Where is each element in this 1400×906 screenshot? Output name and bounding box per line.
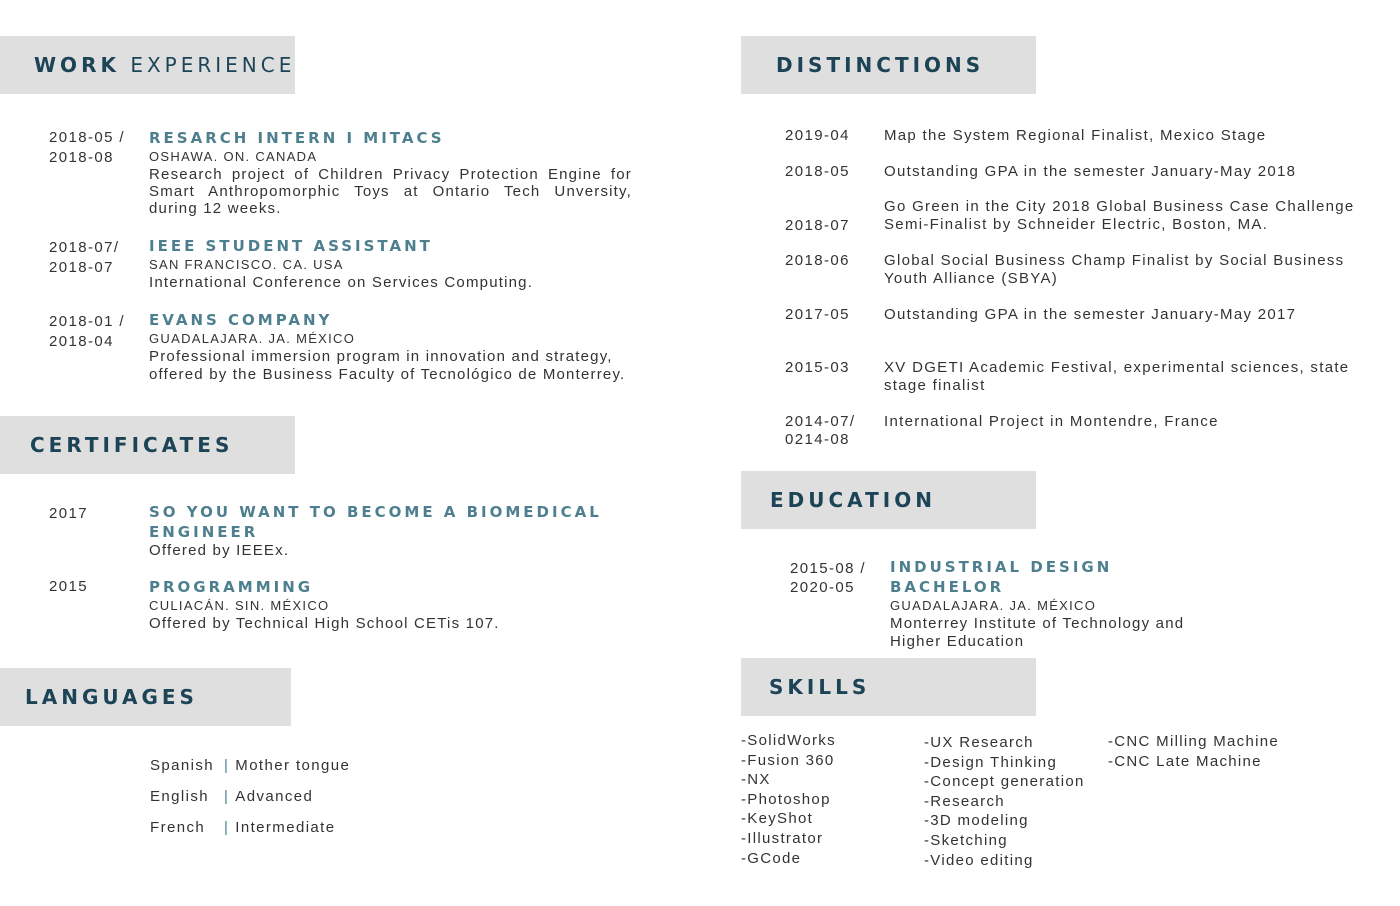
skills-title: SKILLS — [769, 675, 871, 699]
education-degree: INDUSTRIAL DESIGN BACHELOR — [890, 558, 1113, 596]
languages-header — [0, 668, 291, 726]
distinction-date: 2018-05 — [785, 163, 850, 180]
distinction-date: 2018-07 — [785, 217, 850, 234]
skill-item: -Concept generation — [924, 773, 1085, 791]
skills-column-software — [741, 731, 836, 868]
work-entry-date: 2018-01 / 2018-04 — [49, 313, 125, 350]
skill-item: -Fusion 360 — [741, 751, 835, 769]
language-item — [150, 757, 350, 774]
distinction-text: Map the System Regional Finalist, Mexico Stage — [884, 127, 1267, 144]
certificate-entry — [0, 577, 700, 637]
skill-item: -Illustrator — [741, 829, 824, 847]
work-entry-role: IEEE STUDENT ASSISTANT — [149, 237, 433, 255]
distinction-date: 2015-03 — [785, 359, 850, 376]
education-entry — [741, 557, 1381, 650]
work-entry-date: 2018-07/ 2018-07 — [49, 239, 120, 276]
skill-item: -Sketching — [924, 831, 1008, 849]
education-location: GUADALAJARA. JA. MÉXICO — [890, 598, 1097, 613]
language-level: Advanced — [235, 788, 314, 805]
skill-item: -GCode — [741, 849, 802, 867]
distinction-text: Global Social Business Champ Finalist by Social Business Youth Alliance (SBYA) — [884, 252, 1345, 287]
language-level: Intermediate — [235, 819, 336, 836]
work-entry-role: EVANS COMPANY — [149, 311, 333, 329]
education-institution: Monterrey Institute of Technology and Higher Education — [890, 615, 1185, 650]
skill-item: -Photoshop — [741, 790, 831, 808]
certificates-header — [0, 416, 295, 474]
work-title-bold: WORK — [34, 53, 120, 77]
distinction-text: XV DGETI Academic Festival, experimental sciences, state stage finalist — [884, 359, 1350, 394]
skill-item: -UX Research — [924, 734, 1034, 751]
work-entry-role: RESARCH INTERN I MITACS — [149, 129, 445, 147]
skills-header — [741, 658, 1036, 716]
language-level: Mother tongue — [235, 757, 351, 774]
work-entry-location: SAN FRANCISCO. CA. USA — [149, 257, 344, 272]
language-item — [150, 819, 335, 836]
distinction-text: Outstanding GPA in the semester January-May 2017 — [884, 306, 1297, 323]
language-name: Spanish — [150, 757, 215, 774]
language-separator: | — [224, 819, 230, 836]
skill-item: -SolidWorks — [741, 732, 836, 749]
language-name: French — [150, 819, 206, 836]
certificate-title: SO YOU WANT TO BECOME A BIOMEDICAL ENGINEER — [149, 503, 602, 541]
certificate-location: CULIACÁN. SIN. MÉXICO — [149, 598, 330, 613]
certificate-entry — [0, 502, 700, 562]
skill-item: -CNC Late Machine — [1108, 752, 1262, 770]
skill-item: -KeyShot — [741, 810, 814, 828]
work-entry-date: 2018-05 / 2018-08 — [49, 129, 125, 166]
distinction-date: 2019-04 — [785, 127, 850, 144]
education-date: 2015-08 / 2020-05 — [790, 560, 866, 596]
language-separator: | — [224, 757, 230, 774]
work-experience-title — [34, 53, 295, 77]
language-name: English — [150, 788, 209, 805]
work-entry-description: International Conference on Services Computing. — [149, 274, 534, 291]
work-experience-header — [0, 36, 295, 94]
skill-item: -Video editing — [924, 851, 1034, 869]
skills-column-methods — [924, 733, 1085, 870]
certificate-date: 2017 — [49, 505, 88, 522]
distinctions-header — [741, 36, 1036, 94]
skill-item: -Design Thinking — [924, 753, 1058, 771]
distinction-text: Go Green in the City 2018 Global Business Case Challenge Semi-Finalist by Schneider Electric, Boston, MA. — [884, 198, 1355, 233]
distinctions-title: DISTINCTIONS — [776, 53, 985, 77]
skill-item: -CNC Milling Machine — [1108, 733, 1280, 750]
distinction-date: 2017-05 — [785, 306, 850, 323]
distinction-text: Outstanding GPA in the semester January-May 2018 — [884, 163, 1297, 180]
certificate-description: Offered by Technical High School CETis 107. — [149, 615, 500, 632]
education-header — [741, 471, 1036, 529]
skill-item: -3D modeling — [924, 812, 1029, 830]
work-entry-location: GUADALAJARA. JA. MÉXICO — [149, 331, 356, 346]
skills-column-machines — [1108, 732, 1279, 771]
skill-item: -Research — [924, 792, 1005, 810]
distinction-date: 2014-07/ 0214-08 — [785, 413, 856, 448]
certificate-date: 2015 — [49, 578, 88, 595]
work-entry — [0, 128, 700, 218]
certificates-title: CERTIFICATES — [30, 433, 234, 457]
skill-item: -NX — [741, 771, 771, 789]
languages-title: LANGUAGES — [25, 685, 198, 709]
distinction-text: International Project in Montendre, France — [884, 413, 1219, 430]
work-entry-location: OSHAWA. ON. CANADA — [149, 149, 318, 164]
certificate-description: Offered by IEEEx. — [149, 542, 290, 559]
work-entry — [0, 310, 700, 390]
language-item — [150, 788, 313, 805]
work-entry-description: Professional immersion program in innovation and strategy, offered by the Business Faculty of Tecnológico de Monterrey. — [149, 348, 626, 383]
certificate-title: PROGRAMMING — [149, 578, 314, 596]
education-title: EDUCATION — [770, 488, 936, 512]
work-entry-description: Research project of Children Privacy Protection Engine for Smart Anthropomorphic Toys at Ontario Tech Unversity, during 12 weeks. — [149, 166, 632, 217]
distinction-date: 2018-06 — [785, 252, 850, 269]
work-title-light: EXPERIENCE — [130, 53, 296, 77]
language-separator: | — [224, 788, 230, 805]
work-entry — [0, 236, 700, 296]
